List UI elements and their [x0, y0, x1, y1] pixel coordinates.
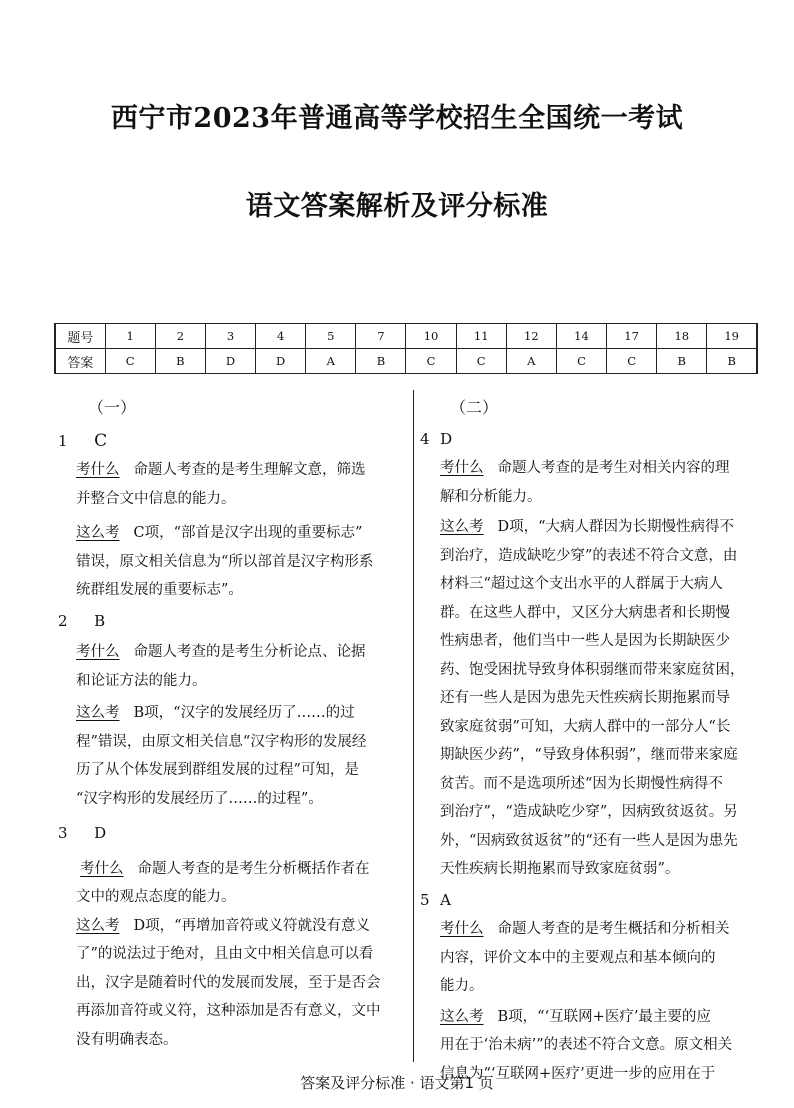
zhe-label: 这么考: [76, 917, 120, 934]
zhe-line: [58, 699, 408, 728]
right-column: [420, 394, 770, 1088]
text-line: 期缺医少药”，“导致身体积弱”，继而带来家庭: [440, 747, 738, 763]
kao-text: 命题人考查的是考生分析论点、论据: [133, 644, 366, 660]
text-line: 错误，原文相关信息为“所以部首是汉字构形系: [76, 553, 374, 570]
question-5-heading: [420, 886, 770, 916]
zhe-text: D项，“再增加音符或义符就没有意义: [133, 917, 371, 934]
text-line: 统群组发展的重要标志”。: [76, 582, 243, 598]
text-line: 并整合文中信息的能力。: [76, 490, 236, 507]
question-number-label: 题号: [55, 324, 105, 349]
zhe-label: 这么考: [76, 705, 120, 721]
question-2-heading: [58, 607, 408, 637]
text-line: 能力。: [440, 978, 484, 994]
text-line: “汉字构形的发展经历了……的过程”。: [76, 790, 323, 807]
question-number: 11: [456, 324, 506, 349]
question-number: 12: [506, 324, 556, 349]
answer-cell: B: [356, 349, 406, 374]
answer-cell: C: [556, 349, 606, 374]
question-number: 2: [155, 324, 205, 349]
zhe-text: D项，“大病人群因为长期慢性病得不: [497, 519, 735, 535]
kao-text: 命题人考查的是考生对相关内容的理: [497, 460, 730, 476]
question-answer: D: [440, 429, 453, 448]
text-line: 到治疗”，“造成缺吃少穿”，因病致贫返贫。另: [440, 804, 738, 820]
kao-line: [420, 454, 770, 483]
kao-label: 考什么: [440, 460, 484, 476]
text-line: 致家庭贫弱”可知，大病人群中的一部分人“长: [440, 718, 731, 735]
text-line: 外，“因病致贫返贫”的“还有一些人是因为患先: [440, 832, 738, 849]
question-1-heading: [58, 427, 408, 457]
text-line: 信息为“‘互联网+医疗’更进一步的应用在于: [440, 1065, 716, 1082]
text-line: 药、饱受困扰导致身体积弱继而带来家庭贫困，: [440, 661, 745, 678]
text-line: 文中的观点态度的能力。: [76, 889, 236, 905]
kao-line: [58, 638, 408, 667]
text-line: 还有一些人是因为患先天性疾病长期拖累而导: [440, 690, 730, 706]
answer-cell: A: [306, 349, 356, 374]
kao-label: 考什么: [76, 462, 120, 478]
section-heading: （一）: [88, 398, 137, 417]
question-number: 19: [707, 324, 757, 349]
question-number: 14: [556, 324, 606, 349]
kao-label: 考什么: [80, 860, 124, 877]
zhe-label: 这么考: [76, 525, 120, 541]
answer-table-number-row: [55, 324, 757, 349]
zhe-text: C项，“部首是汉字出现的重要标志”: [133, 525, 363, 541]
text-line: 和论证方法的能力。: [76, 672, 207, 689]
question-number: 17: [607, 324, 657, 349]
question-number: 18: [657, 324, 707, 349]
question-answer: B: [94, 611, 106, 630]
question-4-heading: [420, 425, 770, 455]
question-number: 5: [306, 324, 356, 349]
zhe-label: 这么考: [440, 519, 484, 535]
answer-cell: B: [707, 349, 757, 374]
kao-label: 考什么: [76, 644, 120, 660]
left-column: [58, 394, 408, 1054]
zhe-line: [420, 1003, 770, 1032]
text-line: 内容，评价文本中的主要观点和基本倾向的: [440, 949, 716, 966]
text-line: 性病患者，他们当中一些人是因为长期缺医少: [440, 633, 730, 649]
zhe-text: B项，“汉字的发展经历了……的过: [133, 705, 355, 721]
answer-cell: B: [657, 349, 707, 374]
answer-cell: B: [155, 349, 205, 374]
answer-cell: C: [105, 349, 155, 374]
answer-table: [54, 323, 758, 374]
text-line: 程”错误，由原文相关信息“汉字构形的发展经: [76, 733, 367, 750]
text-line: 了”的说法过于绝对，且由文中相关信息可以看: [76, 946, 374, 962]
answer-label: 答案: [55, 349, 105, 374]
question-answer: D: [94, 824, 107, 842]
kao-line: [420, 915, 770, 944]
answer-cell: D: [256, 349, 306, 374]
text-line: 天性疾病长期拖累而导致家庭贫弱”。: [440, 861, 680, 877]
answer-cell: D: [205, 349, 255, 374]
zhe-line: [58, 912, 408, 941]
page-footer: 答案及评分标准 · 语文第1 页: [300, 1074, 494, 1092]
column-divider: [413, 390, 414, 1062]
answer-cell: C: [607, 349, 657, 374]
question-answer: C: [94, 430, 108, 451]
text-line: 材料三“超过这个支出水平的人群属于大病人: [440, 576, 723, 592]
text-line: 历了从个体发展到群组发展的过程”可知，是: [76, 762, 359, 778]
question-number: 3: [205, 324, 255, 349]
zhe-line: [420, 513, 770, 542]
question-number: 4: [420, 429, 430, 448]
question-number: 7: [356, 324, 406, 349]
text-line: 到治疗，造成缺吃少穿”的表述不符合文意，由: [440, 547, 738, 564]
section-heading: （二）: [450, 398, 499, 417]
text-line: 贫苦。而不是选项所述“因为长期慢性病得不: [440, 775, 723, 792]
answer-cell: A: [506, 349, 556, 374]
zhe-label: 这么考: [440, 1008, 484, 1025]
question-number: 2: [58, 611, 68, 630]
question-3-heading: [58, 819, 408, 849]
kao-label: 考什么: [440, 921, 484, 937]
zhe-line: [58, 519, 408, 548]
document-subtitle: 语文答案解析及评分标准: [245, 191, 549, 222]
text-line: 用在于‘治未病’”的表述不符合文意。原文相关: [440, 1037, 733, 1053]
question-number: 1: [58, 431, 68, 450]
question-number: 4: [256, 324, 306, 349]
zhe-text: B项，“‘互联网+医疗’最主要的应: [497, 1008, 711, 1025]
text-line: 解和分析能力。: [440, 488, 542, 505]
question-number: 10: [406, 324, 456, 349]
text-line: 没有明确表态。: [76, 1031, 178, 1048]
kao-line: [58, 855, 408, 884]
question-number: 5: [420, 890, 430, 909]
question-number: 1: [105, 324, 155, 349]
kao-line: [58, 456, 408, 485]
text-line: 出，汉字是随着时代的发展而发展，至于是否会: [76, 974, 381, 991]
answer-table-answer-row: [55, 349, 757, 374]
question-number: 3: [58, 824, 68, 842]
question-answer: A: [440, 890, 451, 909]
kao-text: 命题人考查的是考生概括和分析相关: [497, 921, 730, 937]
text-line: 再添加音符或义符，这种添加是否有意义，文中: [76, 1003, 381, 1019]
kao-text: 命题人考查的是考生分析概括作者在: [137, 860, 370, 877]
exam-title: 西宁市2023年普通高等学校招生全国统一考试: [110, 103, 684, 134]
text-line: 群。在这些人群中，又区分大病患者和长期慢: [440, 604, 730, 621]
answer-cell: C: [406, 349, 456, 374]
answer-cell: C: [456, 349, 506, 374]
kao-text: 命题人考查的是考生理解文意，筛选: [133, 462, 366, 478]
